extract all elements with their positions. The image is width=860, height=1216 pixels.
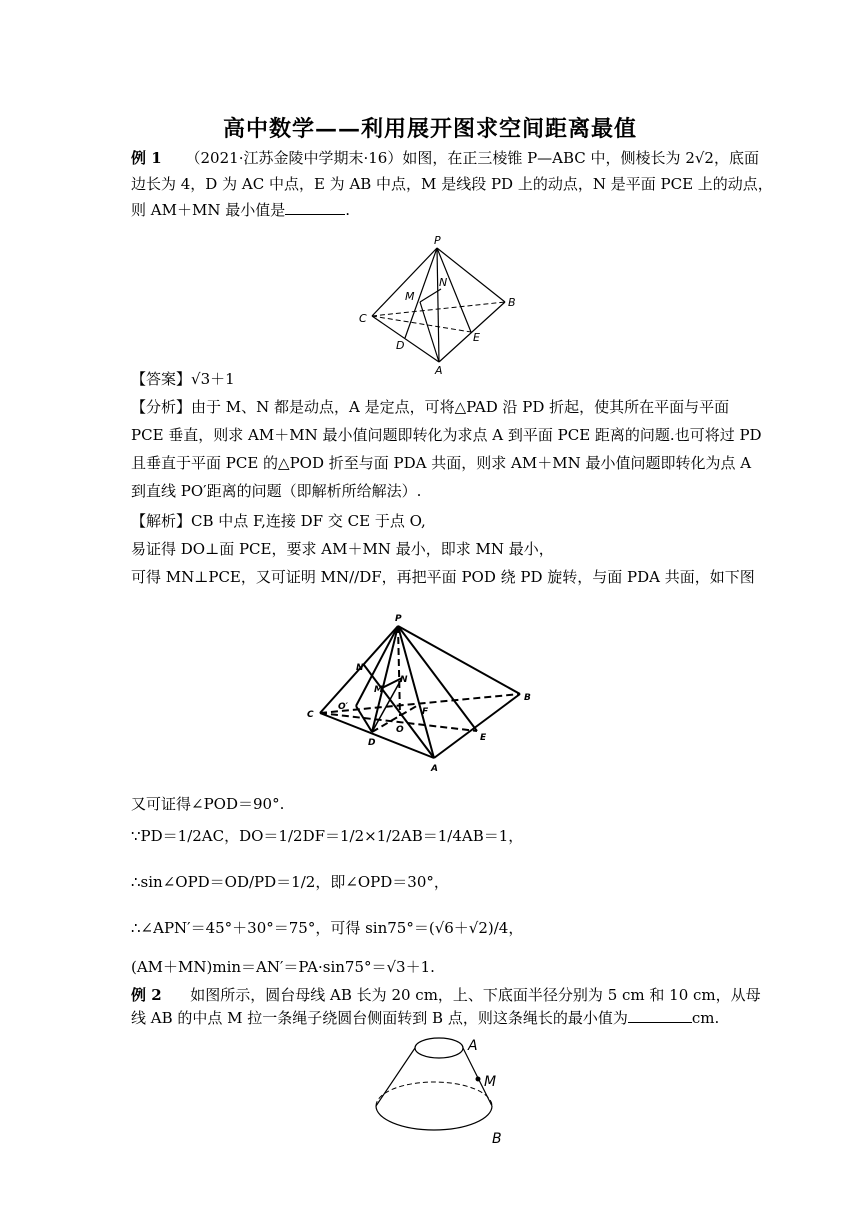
ex2-text-1: 如图所示，圆台母线 AB 长为 20 cm，上、下底面半径分别为 5 cm 和 10 cm，从母 bbox=[190, 986, 761, 1004]
edge-CA bbox=[372, 316, 439, 362]
fig2-label-C: C bbox=[307, 710, 314, 720]
solution-text-1: CB 中点 F,连接 DF 交 CE 于点 O, bbox=[191, 512, 426, 530]
seg-CE-hidden bbox=[372, 316, 471, 332]
edge-PE bbox=[437, 248, 471, 332]
label-A: A bbox=[435, 364, 443, 377]
solution-line5: ∵PD＝1/2AC，DO＝1/2DF＝1/2×1/2AB＝1/4AB＝1， bbox=[131, 827, 524, 845]
fig2-label-D: D bbox=[368, 738, 376, 748]
fig2-label-A: A bbox=[431, 764, 438, 774]
answer-label: 【答案】 bbox=[131, 370, 192, 388]
analysis-text-1: 由于 M、N 都是动点，A 是定点，可将△PAD 沿 PD 折起，使其所在平面与平面 bbox=[191, 398, 730, 416]
ex1-line1 bbox=[131, 148, 759, 168]
fig2-label-O-prime: O′ bbox=[338, 702, 349, 712]
answer-blank-1 bbox=[285, 200, 345, 215]
label-P: P bbox=[434, 234, 441, 247]
solution-label: 【解析】 bbox=[131, 512, 192, 530]
point-M bbox=[476, 1077, 481, 1082]
fig2-label-P: P bbox=[395, 614, 402, 624]
fig2-seg-PO-hidden bbox=[398, 626, 400, 716]
solution-line1 bbox=[131, 511, 731, 531]
fig2-edge-PE bbox=[398, 626, 477, 731]
solution-line6: ∴sin∠OPD＝OD/PD＝1/2，即∠OPD＝30°， bbox=[131, 873, 449, 891]
ex1-text-3-end: . bbox=[345, 201, 350, 219]
fig2-label-B: B bbox=[524, 693, 531, 703]
analysis-label: 【分析】 bbox=[131, 398, 192, 416]
fig2-label-M: M bbox=[374, 685, 383, 695]
answer-blank-2 bbox=[628, 1008, 692, 1023]
label-N: N bbox=[439, 276, 448, 289]
label-B: B bbox=[508, 296, 516, 309]
analysis-line3: 且垂直于平面 PCE 的△POD 折至与面 PDA 共面，则求 AM＋MN 最小值问题即转化为点 A bbox=[131, 454, 752, 472]
bottom-circle-back bbox=[376, 1082, 492, 1106]
analysis-line2: PCE 垂直，则求 AM＋MN 最小值问题即转化为求点 A 到平面 PCE 距离的问题.也可将过 PD bbox=[131, 426, 762, 444]
pyramid-figure-2 bbox=[302, 608, 542, 778]
solution-line8: (AM＋MN)min＝AN′＝PA·sin75°＝√3＋1. bbox=[131, 958, 435, 976]
fig2-label-O: O bbox=[396, 725, 404, 735]
top-circle bbox=[415, 1038, 463, 1058]
edge-PB bbox=[437, 248, 505, 302]
ex1-line2: 边长为 4，D 为 AC 中点，E 为 AB 中点，M 是线段 PD 上的动点，N 是平面 PCE 上的动点， bbox=[131, 175, 773, 193]
solution-line2: 易证得 DO⊥面 PCE，要求 AM＋MN 最小，即求 MN 最小， bbox=[131, 540, 554, 558]
pyramid-figure-1 bbox=[355, 234, 525, 378]
page-title: 高中数学——利用展开图求空间距离最值 bbox=[222, 116, 637, 142]
left-generatrix bbox=[376, 1048, 415, 1106]
label-C: C bbox=[359, 312, 367, 325]
solution-line3: 可得 MN⊥PCE，又可证明 MN//DF，再把平面 POD 绕 PD 旋转，与面 PDA 共面，如下图 bbox=[131, 568, 755, 586]
edge-PC bbox=[372, 248, 437, 316]
answer-value: √3＋1 bbox=[191, 370, 235, 388]
solution-line4: 又可证得∠POD＝90°. bbox=[131, 795, 285, 813]
frustum-figure bbox=[370, 1036, 510, 1156]
label-D: D bbox=[396, 339, 405, 352]
ex2-line2 bbox=[131, 1008, 731, 1028]
bottom-circle-front bbox=[376, 1106, 492, 1130]
analysis-line1 bbox=[131, 397, 731, 417]
edge-PA bbox=[437, 248, 439, 362]
ex2-line1 bbox=[131, 985, 761, 1005]
label-M: M bbox=[405, 290, 415, 303]
analysis-line4: 到直线 PO′距离的问题（即解析所给解法）. bbox=[131, 482, 422, 500]
ex2-text-2-end: cm. bbox=[691, 1009, 720, 1027]
edge-AB bbox=[439, 302, 505, 362]
fig2-edge-PA bbox=[398, 626, 434, 758]
fig2-edge-PB bbox=[398, 626, 520, 694]
fig2-label-F: F bbox=[422, 707, 429, 717]
fig2-edge-AB bbox=[434, 694, 520, 758]
ex1-text-1: （2021·江苏金陵中学期末·16）如图，在正三棱锥 P—ABC 中，侧棱长为 2√2，底面 bbox=[185, 149, 759, 167]
answer-line bbox=[131, 369, 731, 389]
frustum-label-B: B bbox=[492, 1131, 502, 1147]
ex2-label: 例 2 bbox=[131, 986, 162, 1004]
ex1-text-3: 则 AM＋MN 最小值是 bbox=[131, 201, 286, 219]
ex1-label: 例 1 bbox=[131, 149, 162, 167]
solution-line7: ∴∠APN′＝45°＋30°＝75°，可得 sin75°＝(√6＋√2)/4， bbox=[131, 919, 524, 937]
fig2-label-N-prime: N′ bbox=[356, 663, 366, 673]
ex2-text-2: 线 AB 的中点 M 拉一条绳子绕圆台侧面转到 B 点，则这条绳长的最小值为 bbox=[131, 1009, 628, 1027]
frustum-label-A: A bbox=[468, 1038, 478, 1054]
frustum-label-M: M bbox=[484, 1074, 497, 1090]
fig2-label-E: E bbox=[480, 733, 487, 743]
label-E: E bbox=[473, 331, 480, 344]
fig2-label-N: N bbox=[400, 675, 408, 685]
ex1-line3 bbox=[131, 200, 731, 220]
